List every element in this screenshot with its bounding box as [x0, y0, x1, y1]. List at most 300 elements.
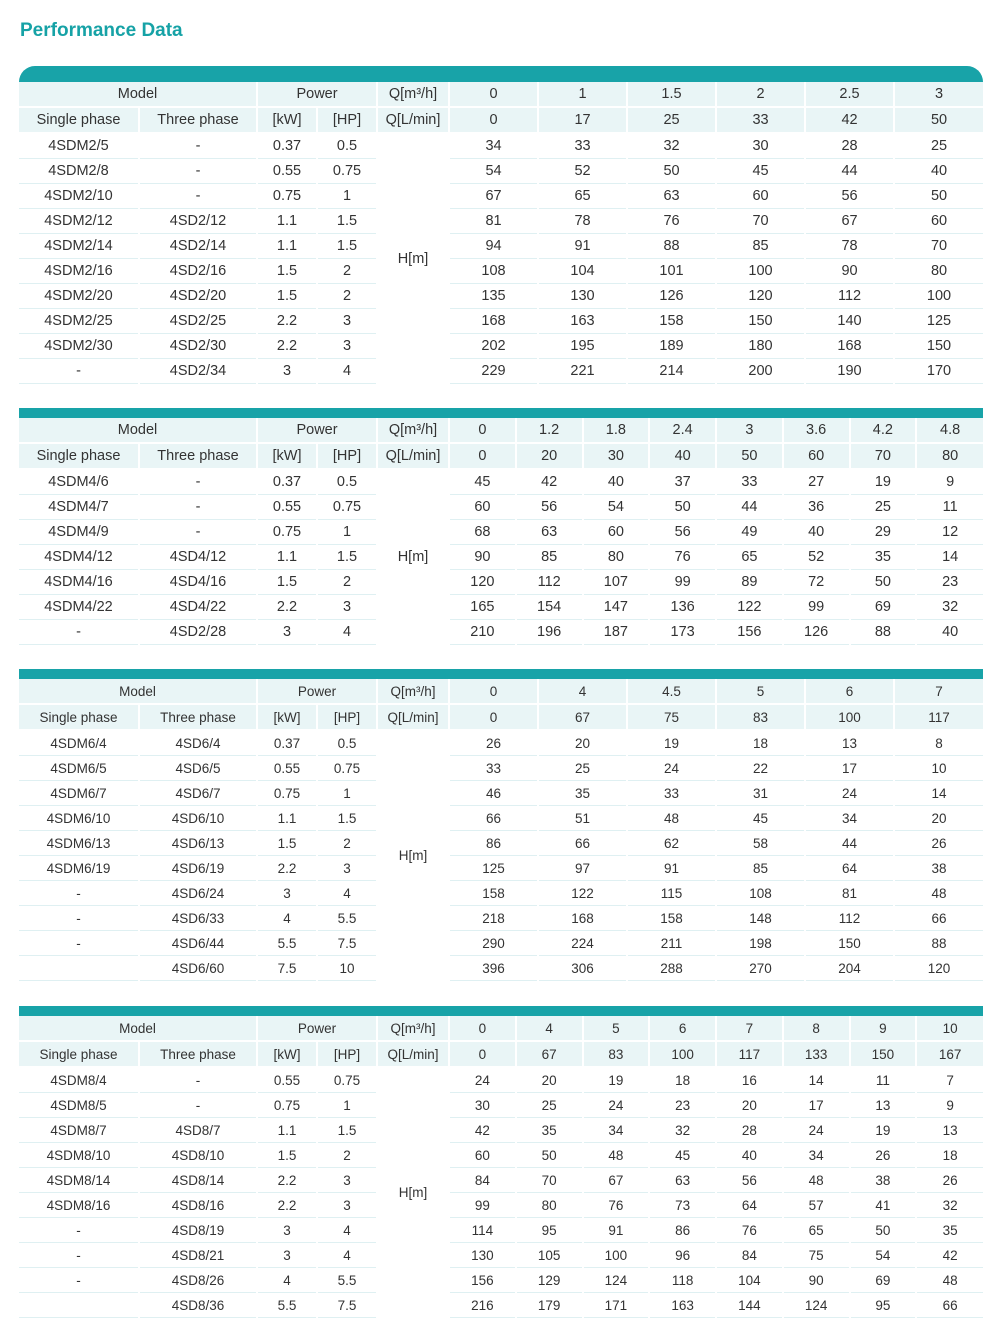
table-row — [19, 1293, 983, 1318]
flow-lmin-value: 150 — [850, 1041, 917, 1067]
head-value: 22 — [716, 756, 805, 781]
head-value: 126 — [627, 284, 716, 309]
head-value: 150 — [894, 334, 983, 359]
head-value: 24 — [805, 781, 894, 806]
power-kw: 1.1 — [257, 1118, 317, 1143]
performance-table-4sdm6 — [19, 679, 983, 981]
head-value: 35 — [516, 1118, 583, 1143]
head-value: 84 — [716, 1243, 783, 1268]
head-value: 122 — [538, 881, 627, 906]
single-phase-model: 4SDM2/20 — [19, 284, 139, 309]
power-hp: 4 — [317, 881, 377, 906]
single-phase-model — [19, 1293, 139, 1318]
performance-block-3 — [19, 669, 983, 981]
head-value: 64 — [716, 1193, 783, 1218]
head-value: 224 — [538, 931, 627, 956]
head-value: 44 — [805, 831, 894, 856]
teal-header-band — [19, 408, 983, 418]
head-value: 40 — [916, 620, 983, 645]
single-phase-model: - — [19, 1243, 139, 1268]
head-value: 32 — [649, 1118, 716, 1143]
head-label: H[m] — [377, 469, 449, 645]
head-value: 54 — [449, 159, 538, 184]
single-phase-model: 4SDM8/4 — [19, 1067, 139, 1093]
head-value: 60 — [894, 209, 983, 234]
head-value: 73 — [649, 1193, 716, 1218]
flow-m3h-value: 1.8 — [583, 418, 650, 443]
teal-header-band — [19, 66, 983, 82]
head-value: 396 — [449, 956, 538, 981]
head-value: 48 — [916, 1268, 983, 1293]
table-row — [19, 334, 983, 359]
kw-header: [kW] — [257, 1041, 317, 1067]
head-value: 70 — [516, 1168, 583, 1193]
head-value: 40 — [716, 1143, 783, 1168]
head-value: 66 — [449, 806, 538, 831]
power-kw: 0.37 — [257, 469, 317, 495]
head-value: 33 — [538, 133, 627, 159]
power-hp: 1.5 — [317, 545, 377, 570]
head-value: 44 — [716, 495, 783, 520]
head-value: 221 — [538, 359, 627, 384]
single-phase-model: 4SDM2/25 — [19, 309, 139, 334]
head-value: 218 — [449, 906, 538, 931]
head-value: 120 — [894, 956, 983, 981]
head-value: 95 — [516, 1218, 583, 1243]
single-phase-model: 4SDM6/13 — [19, 831, 139, 856]
single-phase-model: 4SDM8/16 — [19, 1193, 139, 1218]
three-phase-header: Three phase — [139, 443, 257, 469]
table-row — [19, 469, 983, 495]
flow-lmin-value: 75 — [627, 704, 716, 730]
single-phase-header: Single phase — [19, 443, 139, 469]
flow-lmin-value: 60 — [783, 443, 850, 469]
model-header: Model — [19, 1016, 257, 1041]
flow-m3h-value: 3 — [894, 82, 983, 107]
head-value: 168 — [805, 334, 894, 359]
head-value: 168 — [538, 906, 627, 931]
power-kw: 0.55 — [257, 1067, 317, 1093]
head-value: 108 — [449, 259, 538, 284]
power-hp: 2 — [317, 1143, 377, 1168]
head-value: 25 — [850, 495, 917, 520]
power-kw: 3 — [257, 881, 317, 906]
head-value: 85 — [716, 856, 805, 881]
flow-m3h-value: 4.5 — [627, 679, 716, 704]
three-phase-header: Three phase — [139, 704, 257, 730]
power-hp: 3 — [317, 595, 377, 620]
head-value: 14 — [894, 781, 983, 806]
power-hp: 10 — [317, 956, 377, 981]
single-phase-model: 4SDM6/4 — [19, 730, 139, 756]
head-value: 147 — [583, 595, 650, 620]
flow-m3h-label: Q[m³/h] — [377, 679, 449, 704]
head-value: 62 — [627, 831, 716, 856]
power-hp: 3 — [317, 1168, 377, 1193]
header-row — [19, 418, 983, 443]
head-value: 118 — [649, 1268, 716, 1293]
head-value: 49 — [716, 520, 783, 545]
table-row — [19, 259, 983, 284]
head-value: 107 — [583, 570, 650, 595]
head-value: 187 — [583, 620, 650, 645]
model-header: Model — [19, 418, 257, 443]
head-value: 25 — [894, 133, 983, 159]
head-value: 33 — [449, 756, 538, 781]
header-row — [19, 82, 983, 107]
head-value: 144 — [716, 1293, 783, 1318]
flow-m3h-value: 1.2 — [516, 418, 583, 443]
flow-m3h-label: Q[m³/h] — [377, 418, 449, 443]
power-kw: 0.55 — [257, 159, 317, 184]
table-row — [19, 234, 983, 259]
flow-m3h-value: 6 — [805, 679, 894, 704]
head-value: 10 — [894, 756, 983, 781]
flow-m3h-value: 7 — [716, 1016, 783, 1041]
power-kw: 2.2 — [257, 856, 317, 881]
head-value: 288 — [627, 956, 716, 981]
head-value: 125 — [894, 309, 983, 334]
head-value: 179 — [516, 1293, 583, 1318]
flow-lmin-value: 0 — [449, 1041, 516, 1067]
head-value: 85 — [716, 234, 805, 259]
flow-m3h-value: 0 — [449, 679, 538, 704]
head-value: 19 — [850, 469, 917, 495]
power-header: Power — [257, 679, 377, 704]
head-value: 202 — [449, 334, 538, 359]
power-kw: 0.75 — [257, 1093, 317, 1118]
head-value: 50 — [850, 1218, 917, 1243]
head-value: 130 — [538, 284, 627, 309]
power-kw: 4 — [257, 1268, 317, 1293]
table-row — [19, 1093, 983, 1118]
head-value: 50 — [649, 495, 716, 520]
table-row — [19, 133, 983, 159]
table-row — [19, 495, 983, 520]
three-phase-model: 4SD4/12 — [139, 545, 257, 570]
power-kw: 1.5 — [257, 284, 317, 309]
head-value: 86 — [649, 1218, 716, 1243]
head-value: 195 — [538, 334, 627, 359]
head-value: 38 — [850, 1168, 917, 1193]
teal-header-band — [19, 669, 983, 679]
head-value: 124 — [583, 1268, 650, 1293]
table-row — [19, 881, 983, 906]
single-phase-model: - — [19, 1268, 139, 1293]
head-value: 112 — [805, 906, 894, 931]
flow-lmin-label: Q[L/min] — [377, 107, 449, 133]
head-value: 18 — [649, 1067, 716, 1093]
head-value: 80 — [583, 545, 650, 570]
flow-m3h-value: 10 — [916, 1016, 983, 1041]
head-value: 18 — [916, 1143, 983, 1168]
head-value: 214 — [627, 359, 716, 384]
head-value: 158 — [449, 881, 538, 906]
head-value: 190 — [805, 359, 894, 384]
header-row — [19, 1041, 983, 1067]
head-value: 67 — [805, 209, 894, 234]
power-hp: 2 — [317, 259, 377, 284]
head-value: 32 — [627, 133, 716, 159]
head-value: 108 — [716, 881, 805, 906]
head-value: 31 — [716, 781, 805, 806]
head-value: 18 — [716, 730, 805, 756]
head-value: 135 — [449, 284, 538, 309]
table-row — [19, 520, 983, 545]
power-kw: 3 — [257, 359, 317, 384]
head-value: 24 — [783, 1118, 850, 1143]
flow-lmin-value: 133 — [783, 1041, 850, 1067]
head-value: 11 — [850, 1067, 917, 1093]
head-value: 104 — [538, 259, 627, 284]
head-value: 180 — [716, 334, 805, 359]
flow-lmin-value: 50 — [716, 443, 783, 469]
power-header: Power — [257, 1016, 377, 1041]
power-hp: 0.75 — [317, 495, 377, 520]
head-value: 63 — [627, 184, 716, 209]
head-value: 84 — [449, 1168, 516, 1193]
three-phase-model: 4SD8/21 — [139, 1243, 257, 1268]
head-value: 290 — [449, 931, 538, 956]
power-header: Power — [257, 82, 377, 107]
head-value: 76 — [583, 1193, 650, 1218]
table-row — [19, 284, 983, 309]
head-value: 38 — [894, 856, 983, 881]
table-row — [19, 545, 983, 570]
power-hp: 5.5 — [317, 906, 377, 931]
three-phase-model: 4SD8/26 — [139, 1268, 257, 1293]
head-value: 95 — [850, 1293, 917, 1318]
flow-m3h-value: 3.6 — [783, 418, 850, 443]
head-value: 36 — [783, 495, 850, 520]
head-value: 50 — [627, 159, 716, 184]
head-value: 67 — [583, 1168, 650, 1193]
head-value: 17 — [805, 756, 894, 781]
head-value: 60 — [716, 184, 805, 209]
single-phase-model: 4SDM2/10 — [19, 184, 139, 209]
three-phase-model: - — [139, 159, 257, 184]
head-value: 148 — [716, 906, 805, 931]
power-hp: 1 — [317, 184, 377, 209]
flow-lmin-label: Q[L/min] — [377, 1041, 449, 1067]
table-row — [19, 184, 983, 209]
single-phase-model: - — [19, 359, 139, 384]
single-phase-model: 4SDM4/12 — [19, 545, 139, 570]
power-kw: 2.2 — [257, 1193, 317, 1218]
header-row — [19, 443, 983, 469]
head-value: 13 — [916, 1118, 983, 1143]
flow-m3h-value: 4.8 — [916, 418, 983, 443]
flow-lmin-value: 117 — [716, 1041, 783, 1067]
three-phase-model: 4SD6/24 — [139, 881, 257, 906]
head-value: 63 — [516, 520, 583, 545]
single-phase-model: 4SDM8/7 — [19, 1118, 139, 1143]
head-label: H[m] — [377, 1067, 449, 1318]
power-kw: 1.5 — [257, 570, 317, 595]
head-value: 100 — [716, 259, 805, 284]
single-phase-header: Single phase — [19, 704, 139, 730]
three-phase-model: - — [139, 520, 257, 545]
head-value: 58 — [716, 831, 805, 856]
header-row — [19, 1016, 983, 1041]
head-value: 52 — [783, 545, 850, 570]
head-value: 66 — [916, 1293, 983, 1318]
head-value: 50 — [516, 1143, 583, 1168]
head-value: 33 — [627, 781, 716, 806]
power-kw: 0.55 — [257, 495, 317, 520]
head-value: 88 — [894, 931, 983, 956]
single-phase-model: 4SDM4/7 — [19, 495, 139, 520]
head-value: 270 — [716, 956, 805, 981]
head-value: 9 — [916, 1093, 983, 1118]
head-value: 20 — [894, 806, 983, 831]
head-value: 136 — [649, 595, 716, 620]
head-value: 20 — [716, 1093, 783, 1118]
single-phase-model: 4SDM4/22 — [19, 595, 139, 620]
head-value: 45 — [449, 469, 516, 495]
power-kw: 1.5 — [257, 1143, 317, 1168]
power-kw: 1.1 — [257, 209, 317, 234]
table-row — [19, 831, 983, 856]
flow-m3h-value: 9 — [850, 1016, 917, 1041]
head-value: 20 — [538, 730, 627, 756]
table-row — [19, 359, 983, 384]
head-value: 51 — [538, 806, 627, 831]
flow-lmin-value: 67 — [516, 1041, 583, 1067]
power-hp: 1.5 — [317, 209, 377, 234]
head-value: 29 — [850, 520, 917, 545]
power-hp: 3 — [317, 856, 377, 881]
power-kw: 1.5 — [257, 259, 317, 284]
three-phase-model: 4SD8/16 — [139, 1193, 257, 1218]
power-kw: 3 — [257, 1243, 317, 1268]
head-value: 112 — [516, 570, 583, 595]
head-value: 25 — [516, 1093, 583, 1118]
head-value: 229 — [449, 359, 538, 384]
head-value: 165 — [449, 595, 516, 620]
power-kw: 1.5 — [257, 831, 317, 856]
head-value: 122 — [716, 595, 783, 620]
head-value: 8 — [894, 730, 983, 756]
head-value: 100 — [894, 284, 983, 309]
flow-lmin-value: 83 — [583, 1041, 650, 1067]
head-value: 60 — [449, 495, 516, 520]
power-hp: 1.5 — [317, 806, 377, 831]
flow-lmin-value: 40 — [649, 443, 716, 469]
flow-lmin-value: 67 — [538, 704, 627, 730]
head-value: 68 — [449, 520, 516, 545]
three-phase-model: - — [139, 133, 257, 159]
head-value: 69 — [850, 595, 917, 620]
power-kw: 2.2 — [257, 334, 317, 359]
head-value: 96 — [649, 1243, 716, 1268]
flow-m3h-value: 2 — [716, 82, 805, 107]
flow-m3h-value: 3 — [716, 418, 783, 443]
head-value: 35 — [538, 781, 627, 806]
head-value: 156 — [449, 1268, 516, 1293]
three-phase-model: 4SD6/44 — [139, 931, 257, 956]
flow-m3h-value: 2.5 — [805, 82, 894, 107]
head-value: 216 — [449, 1293, 516, 1318]
three-phase-model: - — [139, 184, 257, 209]
head-value: 70 — [894, 234, 983, 259]
head-value: 150 — [716, 309, 805, 334]
head-value: 28 — [716, 1118, 783, 1143]
head-value: 76 — [627, 209, 716, 234]
three-phase-model: 4SD2/34 — [139, 359, 257, 384]
kw-header: [kW] — [257, 107, 317, 133]
table-row — [19, 730, 983, 756]
head-value: 54 — [850, 1243, 917, 1268]
head-value: 94 — [449, 234, 538, 259]
head-value: 48 — [583, 1143, 650, 1168]
head-value: 52 — [538, 159, 627, 184]
head-value: 150 — [805, 931, 894, 956]
head-value: 57 — [783, 1193, 850, 1218]
header-row — [19, 704, 983, 730]
single-phase-model: 4SDM4/6 — [19, 469, 139, 495]
flow-m3h-value: 0 — [449, 418, 516, 443]
flow-m3h-label: Q[m³/h] — [377, 82, 449, 107]
single-phase-model: 4SDM2/5 — [19, 133, 139, 159]
table-row — [19, 570, 983, 595]
flow-m3h-value: 5 — [716, 679, 805, 704]
three-phase-header: Three phase — [139, 107, 257, 133]
table-row — [19, 1118, 983, 1143]
head-value: 26 — [850, 1143, 917, 1168]
head-value: 112 — [805, 284, 894, 309]
head-value: 56 — [716, 1168, 783, 1193]
kw-header: [kW] — [257, 443, 317, 469]
table-row — [19, 931, 983, 956]
head-label: H[m] — [377, 133, 449, 384]
power-hp: 0.5 — [317, 133, 377, 159]
head-value: 158 — [627, 309, 716, 334]
flow-m3h-label: Q[m³/h] — [377, 1016, 449, 1041]
three-phase-model: 4SD2/14 — [139, 234, 257, 259]
head-value: 54 — [583, 495, 650, 520]
three-phase-header: Three phase — [139, 1041, 257, 1067]
head-value: 48 — [894, 881, 983, 906]
single-phase-model: 4SDM6/5 — [19, 756, 139, 781]
head-value: 196 — [516, 620, 583, 645]
single-phase-header: Single phase — [19, 1041, 139, 1067]
flow-lmin-value: 80 — [916, 443, 983, 469]
head-value: 40 — [783, 520, 850, 545]
hp-header: [HP] — [317, 704, 377, 730]
single-phase-model: 4SDM2/12 — [19, 209, 139, 234]
head-value: 14 — [783, 1067, 850, 1093]
head-value: 42 — [516, 469, 583, 495]
performance-table-4sdm8 — [19, 1016, 983, 1318]
head-value: 56 — [805, 184, 894, 209]
table-row — [19, 1193, 983, 1218]
head-value: 27 — [783, 469, 850, 495]
head-value: 24 — [449, 1067, 516, 1093]
head-value: 88 — [850, 620, 917, 645]
head-value: 13 — [805, 730, 894, 756]
head-value: 210 — [449, 620, 516, 645]
head-value: 50 — [850, 570, 917, 595]
head-value: 34 — [783, 1143, 850, 1168]
head-value: 23 — [649, 1093, 716, 1118]
head-value: 76 — [649, 545, 716, 570]
head-value: 40 — [894, 159, 983, 184]
flow-lmin-value: 117 — [894, 704, 983, 730]
head-value: 26 — [449, 730, 538, 756]
head-value: 88 — [627, 234, 716, 259]
head-value: 45 — [716, 806, 805, 831]
